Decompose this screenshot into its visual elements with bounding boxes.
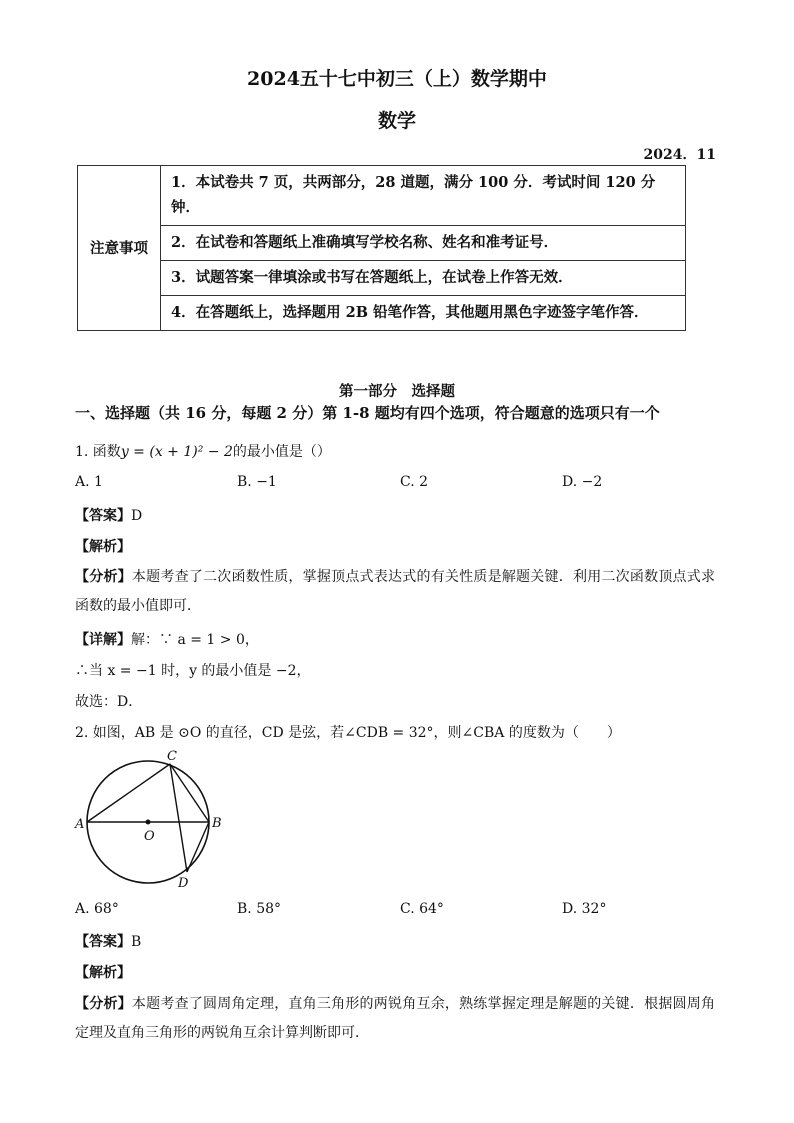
page-title: 2024五十七中初三（上）数学期中 xyxy=(247,68,547,90)
question-2-option-c: C. 64° xyxy=(400,901,444,917)
chord-ac xyxy=(87,764,170,822)
question-1-option-c: C. 2 xyxy=(400,474,429,490)
subject-title: 数学 xyxy=(377,110,416,132)
question-2-analysis-tag: 【解析】 xyxy=(75,965,131,981)
notice-item: 4．在答题纸上，选择题用 2B 铅笔作答，其他题用黑色字迹签字笔作答． xyxy=(161,296,686,331)
question-1-option-b: B. −1 xyxy=(237,474,277,490)
question-2-option-b: B. 58° xyxy=(237,901,282,917)
notice-table xyxy=(77,165,686,331)
section-title: 第一部分 选择题 xyxy=(339,383,455,400)
question-2-answer: 【答案】B xyxy=(75,934,142,950)
center-point xyxy=(146,820,151,825)
question-1-option-a: A. 1 xyxy=(75,474,103,490)
notice-item: 1．本试卷共 7 页，共两部分，28 道题，满分 100 分．考试时间 120 分钟． xyxy=(161,166,686,226)
question-2-option-a: A. 68° xyxy=(75,901,119,917)
label-b: B xyxy=(212,816,222,831)
question-1-fenxi: 【分析】本题考查了二次函数性质，掌握顶点式表达式的有关性质是解题关键．利用二次函数顶点式求函数的最小值即可． xyxy=(75,569,716,614)
question-1-answer: 【答案】D xyxy=(75,508,143,524)
question-1-detail-1: 【详解】解：∵ a = 1 > 0， xyxy=(75,632,259,648)
notice-label: 注意事项 xyxy=(78,166,161,331)
question-1-analysis-tag: 【解析】 xyxy=(75,539,131,555)
label-c: C xyxy=(167,749,177,764)
question-2-stem: 2. 如图，AB 是 ⊙O 的直径，CD 是弦，若∠CDB = 32°，则∠CBA 的度数为（ ） xyxy=(75,725,621,741)
question-2-fenxi: 【分析】本题考查了圆周角定理，直角三角形的两锐角互余，熟练掌握定理是解题的关键．根据圆周角定理及直角三角形的两锐角互余计算判断即可． xyxy=(75,996,716,1041)
chord-db xyxy=(187,822,209,872)
question-1-detail-2: ∴当 x = −1 时，y 的最小值是 −2， xyxy=(75,663,311,679)
label-a: A xyxy=(75,817,85,832)
exam-date: 2024．11 xyxy=(643,147,716,163)
question-1-formula: y = (x + 1)² − 2 xyxy=(120,444,233,460)
question-1-stem: 1. 函数y = (x + 1)² − 2的最小值是（） xyxy=(75,444,331,460)
question-1-option-d: D. −2 xyxy=(562,474,603,490)
chord-cd xyxy=(170,764,187,872)
question-1-detail-3: 故选：D． xyxy=(75,694,143,710)
label-d: D xyxy=(178,876,189,891)
circle-figure xyxy=(72,748,232,893)
label-o: O xyxy=(144,829,155,844)
chord-cb xyxy=(170,764,209,822)
question-2-option-d: D. 32° xyxy=(562,901,607,917)
notice-item: 2．在试卷和答题纸上准确填写学校名称、姓名和准考证号． xyxy=(161,226,686,261)
section-heading: 一、选择题（共 16 分，每题 2 分）第 1-8 题均有四个选项，符合题意的选项只有一个 xyxy=(75,404,660,422)
notice-item: 3．试题答案一律填涂或书写在答题纸上，在试卷上作答无效． xyxy=(161,261,686,296)
